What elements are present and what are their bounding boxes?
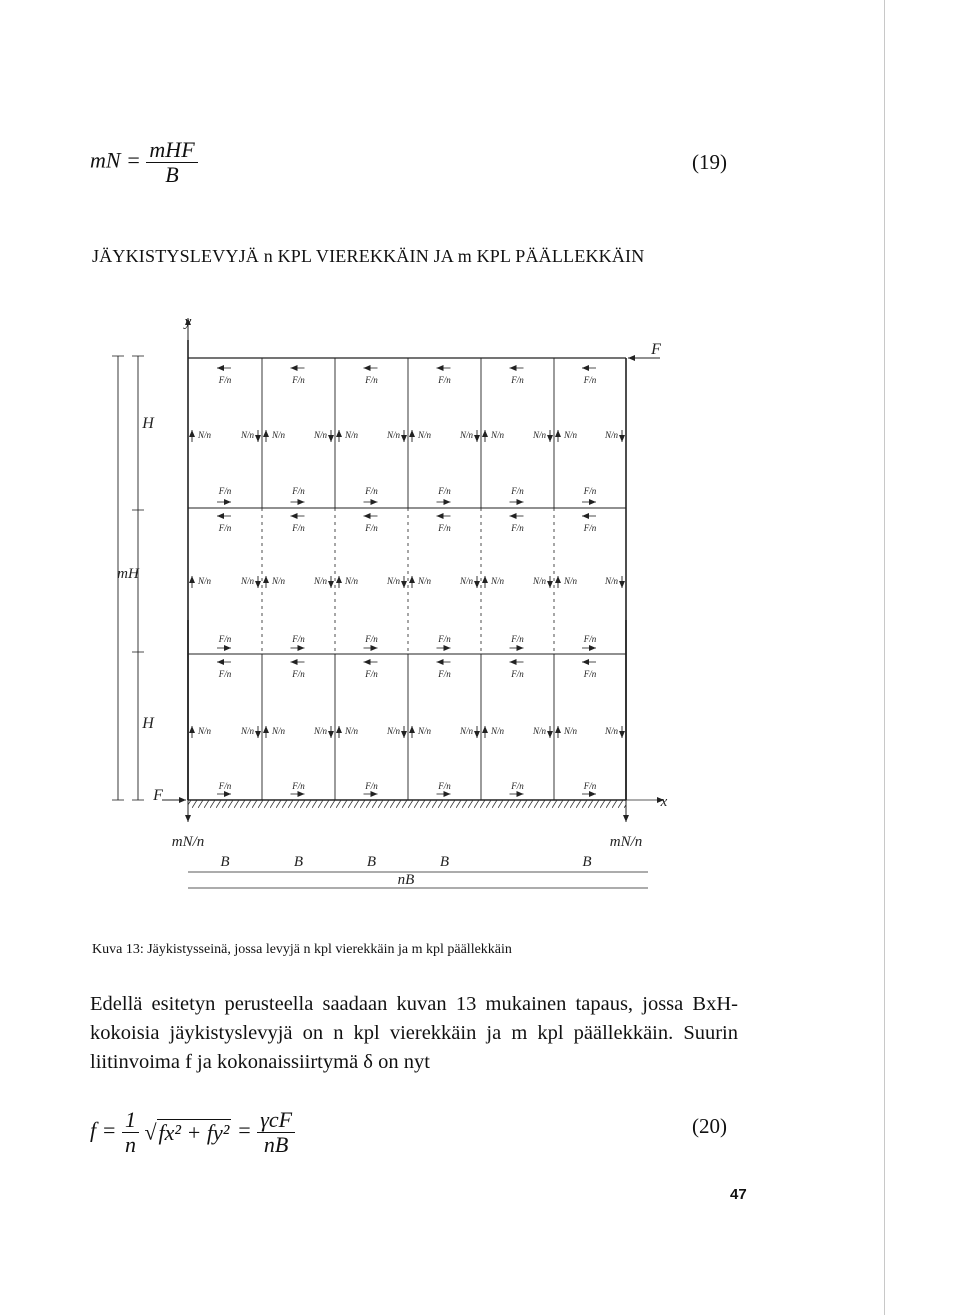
normal-label: N/n [564,576,578,586]
equation-19 [90,138,198,187]
normal-label: N/n [491,576,505,586]
shear-label: F/n [438,781,451,791]
shear-label: F/n [365,486,378,496]
shear-label: F/n [365,523,378,533]
normal-label: N/n [532,576,546,586]
normal-label: N/n [313,726,327,736]
width-label: B [220,854,230,870]
normal-label: N/n [459,430,473,440]
figure-caption: Kuva 13: Jäykistysseinä, jossa levyjä n kpl vierekkäin ja m kpl päällekkäin [92,942,512,957]
equation-20-sqrt: √fx² + fy² [144,1119,230,1145]
equation-19-numerator: mHF [146,138,197,163]
equation-20-number: (20) [692,1114,727,1138]
normal-label: N/n [459,576,473,586]
shear-label: F/n [438,375,451,385]
shear-label: F/n [511,523,524,533]
shear-label: F/n [218,669,232,679]
force-top-label: F [651,341,661,358]
normal-label: N/n [272,430,286,440]
page-edge-line [884,0,885,1315]
width-label: B [439,854,450,870]
force-bottom-label: F [153,787,163,804]
width-label: B [293,854,304,870]
equation-20-radicand: fx² + fy² [158,1119,230,1145]
normal-label: N/n [198,576,212,586]
normal-label: N/n [240,576,254,586]
normal-label: N/n [386,430,400,440]
shear-label: F/n [511,781,524,791]
normal-label: N/n [459,726,473,736]
shear-label: F/n [218,781,232,791]
shear-label: F/n [511,669,524,679]
normal-label: N/n [198,430,212,440]
figure-diagram [100,298,700,900]
total-width-label: nB [397,872,415,888]
equation-19-fraction [146,138,197,187]
normal-label: N/n [418,726,432,736]
normal-label: N/n [532,726,546,736]
force-arrows [162,318,664,822]
shear-label: F/n [438,523,451,533]
equation-20-fraction-2 [257,1108,295,1157]
normal-label: N/n [604,430,618,440]
normal-label: N/n [345,576,359,586]
shear-label: F/n [292,486,305,496]
equation-20-frac1-numerator: 1 [122,1108,139,1133]
shear-label: F/n [218,523,232,533]
y-axis-label: y [184,314,192,330]
shear-label: F/n [365,375,378,385]
shear-label: F/n [583,669,597,679]
shear-label: F/n [218,375,232,385]
shear-label: F/n [218,486,232,496]
shear-label: F/n [218,634,232,644]
normal-label: N/n [198,726,212,736]
equation-20-lhs: f = [90,1117,117,1143]
shear-label: F/n [365,781,378,791]
normal-label: N/n [345,726,359,736]
shear-label: F/n [292,634,305,644]
normal-label: N/n [313,576,327,586]
page-number: 47 [730,1186,747,1203]
equation-20-equals: = [236,1117,252,1143]
shear-label: F/n [365,669,378,679]
equation-19-denominator: B [165,162,179,187]
shear-label: F/n [438,669,451,679]
equation-19-lhs: mN = [90,147,141,173]
height-middle-label: mH [117,566,139,582]
equation-20-fraction-1 [122,1108,139,1157]
normal-label: N/n [345,430,359,440]
normal-label: N/n [272,726,286,736]
shear-label: F/n [292,669,305,679]
shear-label: F/n [292,781,305,791]
normal-label: N/n [240,726,254,736]
equation-20-frac2-denominator: nB [263,1132,289,1157]
normal-label: N/n [386,576,400,586]
equation-20-frac2-numerator: γcF [257,1108,295,1133]
normal-label: N/n [564,430,578,440]
shear-label: F/n [583,634,597,644]
normal-label: N/n [418,430,432,440]
normal-label: N/n [532,430,546,440]
equation-20 [90,1108,295,1157]
normal-label: N/n [272,576,286,586]
equation-19-number: (19) [692,150,727,174]
section-heading: JÄYKISTYSLEVYJÄ n KPL VIEREKKÄIN JA m KPL PÄÄLLEKKÄIN [92,246,645,266]
shear-label: F/n [583,486,597,496]
reaction-right-label: mN/n [609,834,643,850]
normal-label: N/n [564,726,578,736]
width-label: B [582,854,592,870]
body-paragraph: Edellä esitetyn perusteella saadaan kuvan 13 mukainen tapaus, jossa BxH-kokoisia jäykistyslevyjä on n kpl vierekkäin ja m kpl päällekkäin. Suurin liitinvoima f ja kokonaissiirtymä δ on nyt [90,993,738,1073]
wall-panel-grid [112,340,648,888]
shear-label: F/n [292,523,305,533]
shear-label: F/n [511,634,524,644]
shear-label: F/n [511,486,524,496]
shear-label: F/n [438,486,451,496]
normal-label: N/n [240,430,254,440]
shear-label: F/n [583,523,597,533]
normal-label: N/n [313,430,327,440]
shear-label: F/n [583,375,597,385]
shear-label: F/n [511,375,524,385]
normal-label: N/n [418,576,432,586]
reaction-left-label: mN/n [171,834,205,850]
normal-label: N/n [491,726,505,736]
height-top-label: H [142,415,154,432]
shear-label: F/n [438,634,451,644]
normal-label: N/n [386,726,400,736]
normal-label: N/n [604,576,618,586]
x-axis-label: x [660,794,668,810]
equation-20-frac1-denominator: n [124,1132,136,1157]
normal-label: N/n [491,430,505,440]
shear-label: F/n [292,375,305,385]
ground-hatch [188,800,626,808]
shear-label: F/n [583,781,597,791]
shear-label: F/n [365,634,378,644]
height-bottom-label: H [142,715,154,732]
width-label: B [366,854,377,870]
normal-label: N/n [604,726,618,736]
